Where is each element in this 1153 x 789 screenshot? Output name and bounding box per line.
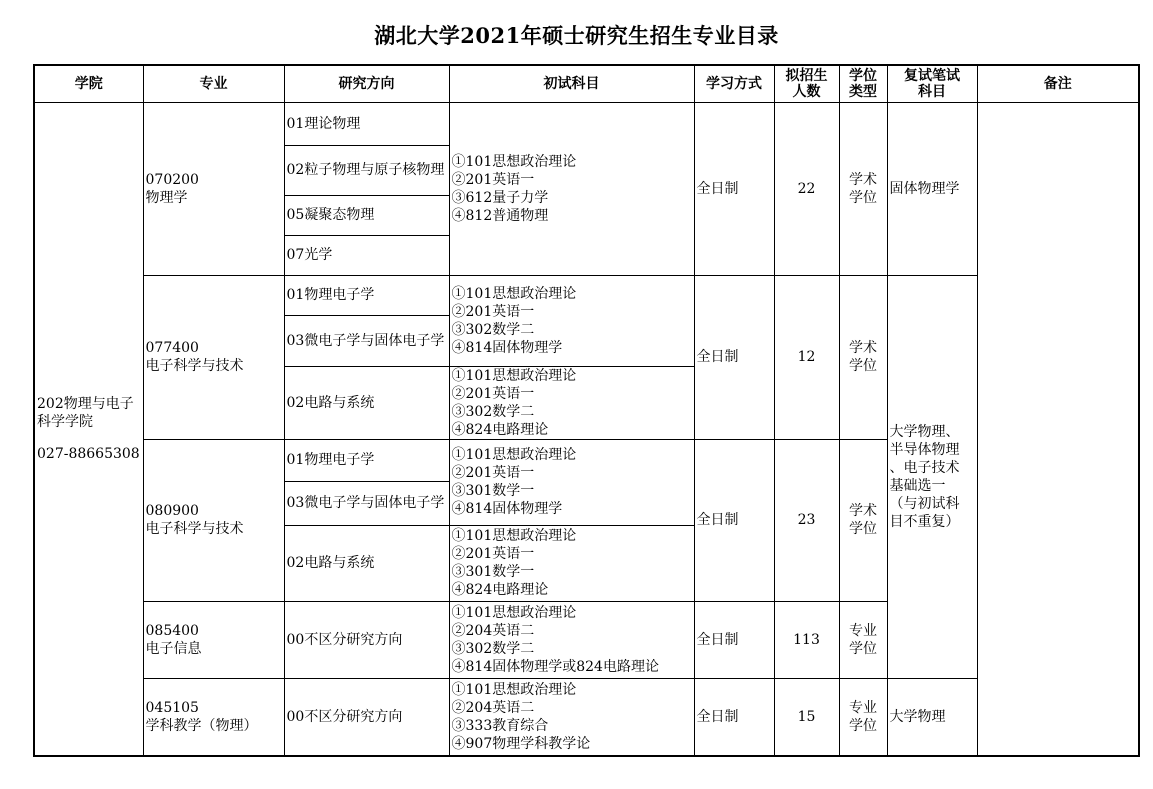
note-cell [977, 102, 1139, 756]
direction-cell: 00不区分研究方向 [284, 678, 449, 756]
major-cell: 070200 物理学 [143, 102, 284, 275]
degree-cell: 学术 学位 [839, 102, 887, 275]
catalog-table [33, 64, 1140, 757]
mode-cell: 全日制 [694, 678, 774, 756]
college-phone: 027-88665308 [37, 445, 140, 462]
header-major: 专业 [143, 65, 284, 102]
retest-cell: 固体物理学 [887, 102, 977, 275]
exam-cell: ①101思想政治理论 ②201英语一 ③301数学一 ④824电路理论 [449, 525, 694, 601]
header-degree: 学位 类型 [839, 65, 887, 102]
major-cell: 085400 电子信息 [143, 601, 284, 678]
major-cell: 045105 学科教学（物理） [143, 678, 284, 756]
major-cell: 077400 电子科学与技术 [143, 275, 284, 439]
mode-cell: 全日制 [694, 275, 774, 439]
header-note: 备注 [977, 65, 1139, 102]
exam-cell: ①101思想政治理论 ②204英语二 ③333教育综合 ④907物理学科教学论 [449, 678, 694, 756]
quota-cell: 15 [774, 678, 839, 756]
header-college: 学院 [34, 65, 143, 102]
degree-cell: 学术 学位 [839, 439, 887, 601]
degree-cell: 专业 学位 [839, 678, 887, 756]
direction-cell: 02电路与系统 [284, 525, 449, 601]
direction-cell: 05凝聚态物理 [284, 195, 449, 235]
direction-cell: 02电路与系统 [284, 366, 449, 439]
quota-cell: 12 [774, 275, 839, 439]
header-exam: 初试科目 [449, 65, 694, 102]
header-mode: 学习方式 [694, 65, 774, 102]
direction-cell: 01理论物理 [284, 102, 449, 145]
table-row [34, 275, 1139, 315]
exam-cell: ①101思想政治理论 ②201英语一 ③302数学二 ④824电路理论 [449, 366, 694, 439]
retest-shared-cell: 大学物理、 半导体物理 、电子技术 基础选一 （与初试科 目不重复） [887, 275, 977, 678]
mode-cell: 全日制 [694, 102, 774, 275]
direction-cell: 03微电子学与固体电子学 [284, 315, 449, 366]
direction-cell: 01物理电子学 [284, 439, 449, 481]
exam-cell: ①101思想政治理论 ②201英语一 ③612量子力学 ④812普通物理 [449, 102, 694, 275]
page-title: 湖北大学2021年硕士研究生招生专业目录 [374, 23, 779, 48]
header-retest: 复试笔试 科目 [887, 65, 977, 102]
direction-cell: 00不区分研究方向 [284, 601, 449, 678]
table-row [34, 678, 1139, 756]
mode-cell: 全日制 [694, 601, 774, 678]
quota-cell: 22 [774, 102, 839, 275]
exam-cell: ①101思想政治理论 ②201英语一 ③302数学二 ④814固体物理学 [449, 275, 694, 366]
quota-cell: 23 [774, 439, 839, 601]
direction-cell: 01物理电子学 [284, 275, 449, 315]
direction-cell: 02粒子物理与原子核物理 [284, 145, 449, 195]
header-direction: 研究方向 [284, 65, 449, 102]
quota-cell: 113 [774, 601, 839, 678]
major-cell: 080900 电子科学与技术 [143, 439, 284, 601]
degree-cell: 学术 学位 [839, 275, 887, 439]
header-row [34, 65, 1139, 102]
degree-cell: 专业 学位 [839, 601, 887, 678]
header-quota: 拟招生 人数 [774, 65, 839, 102]
mode-cell: 全日制 [694, 439, 774, 601]
exam-cell: ①101思想政治理论 ②204英语二 ③302数学二 ④814固体物理学或824电路理论 [449, 601, 694, 678]
table-row [34, 102, 1139, 145]
college-cell: 202物理与电子 科学学院 027-88665308 [34, 102, 143, 756]
direction-cell: 03微电子学与固体电子学 [284, 481, 449, 525]
exam-cell: ①101思想政治理论 ②201英语一 ③301数学一 ④814固体物理学 [449, 439, 694, 525]
direction-cell: 07光学 [284, 235, 449, 275]
retest-cell: 大学物理 [887, 678, 977, 756]
